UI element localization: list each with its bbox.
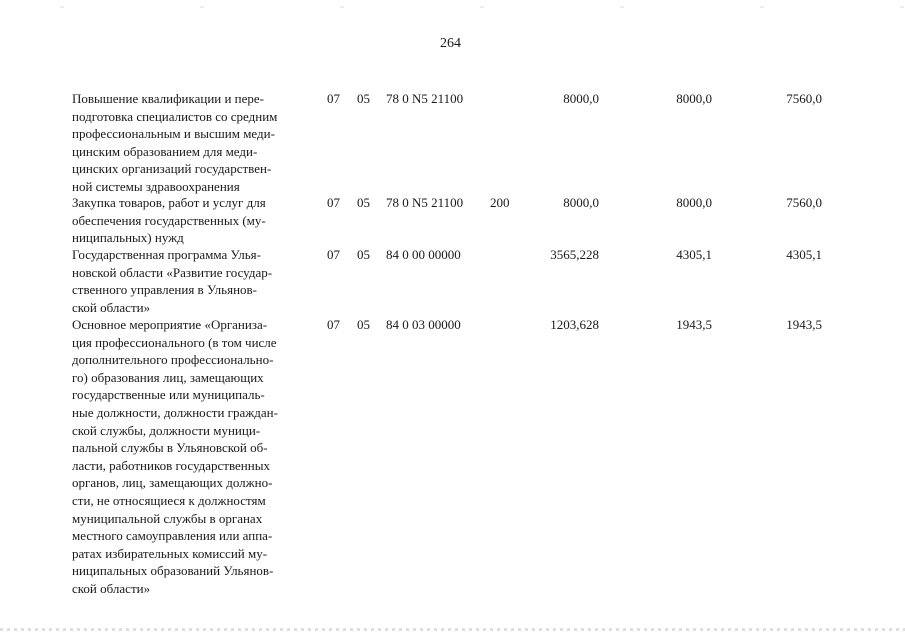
row-amount-year3: 7560,0 <box>786 195 822 210</box>
row-amount-year2: 4305,1 <box>676 247 712 262</box>
row-target-article: 78 0 N5 21100 <box>386 195 464 210</box>
row-amount-year2: 8000,0 <box>676 195 712 210</box>
row-amount-year1: 8000,0 <box>563 91 599 106</box>
row-target-article: 78 0 N5 21100 <box>386 91 464 106</box>
row-section-code: 07 <box>327 91 340 106</box>
page-number: 264 <box>440 36 461 51</box>
scan-noise-bottom <box>0 628 905 631</box>
row-amount-year1: 8000,0 <box>563 195 599 210</box>
row-amount-year2: 1943,5 <box>676 317 712 332</box>
row-name: Государственная программа Улья- новской области «Развитие государ- ственного управления в Ульянов- ской области» <box>72 247 273 315</box>
row-subsection-code: 05 <box>357 317 370 332</box>
row-section-code: 07 <box>327 247 340 262</box>
row-section-code: 07 <box>327 317 340 332</box>
row-amount-year1: 3565,228 <box>550 247 599 262</box>
row-name: Основное мероприятие «Организа- ция профессионального (в том числе дополнительного профессионально- го) образования лиц, замещающих государственные или муниципаль- ные должности, должности граждан- ской службы, должности муници- пальной службы в Ульяновской об- ласти, работников государственных органов, лиц, замещающих должно- сти, не относящиеся к должностям муниципальной службы в органах местного самоуправления или аппа- ратах избирательных комиссий му- ниципальных образований Ульянов- ской области» <box>72 317 278 596</box>
row-subsection-code: 05 <box>357 91 370 106</box>
row-amount-year3: 4305,1 <box>786 247 822 262</box>
row-expense-type: 200 <box>490 195 510 210</box>
row-target-article: 84 0 00 00000 <box>386 247 461 262</box>
scan-noise-top <box>0 6 905 8</box>
row-section-code: 07 <box>327 195 340 210</box>
row-amount-year1: 1203,628 <box>550 317 599 332</box>
row-target-article: 84 0 03 00000 <box>386 317 461 332</box>
row-subsection-code: 05 <box>357 195 370 210</box>
row-subsection-code: 05 <box>357 247 370 262</box>
row-amount-year3: 1943,5 <box>786 317 822 332</box>
row-amount-year3: 7560,0 <box>786 91 822 106</box>
row-name: Закупка товаров, работ и услуг для обеспечения государственных (му- ниципальных) нужд <box>72 195 266 246</box>
row-name: Повышение квалификации и пере- подготовка специалистов со средним профессиональным и высшим меди- цинским образованием для меди- цинских организаций государствен- ной системы здравоохранения <box>72 91 278 194</box>
row-amount-year2: 8000,0 <box>676 91 712 106</box>
